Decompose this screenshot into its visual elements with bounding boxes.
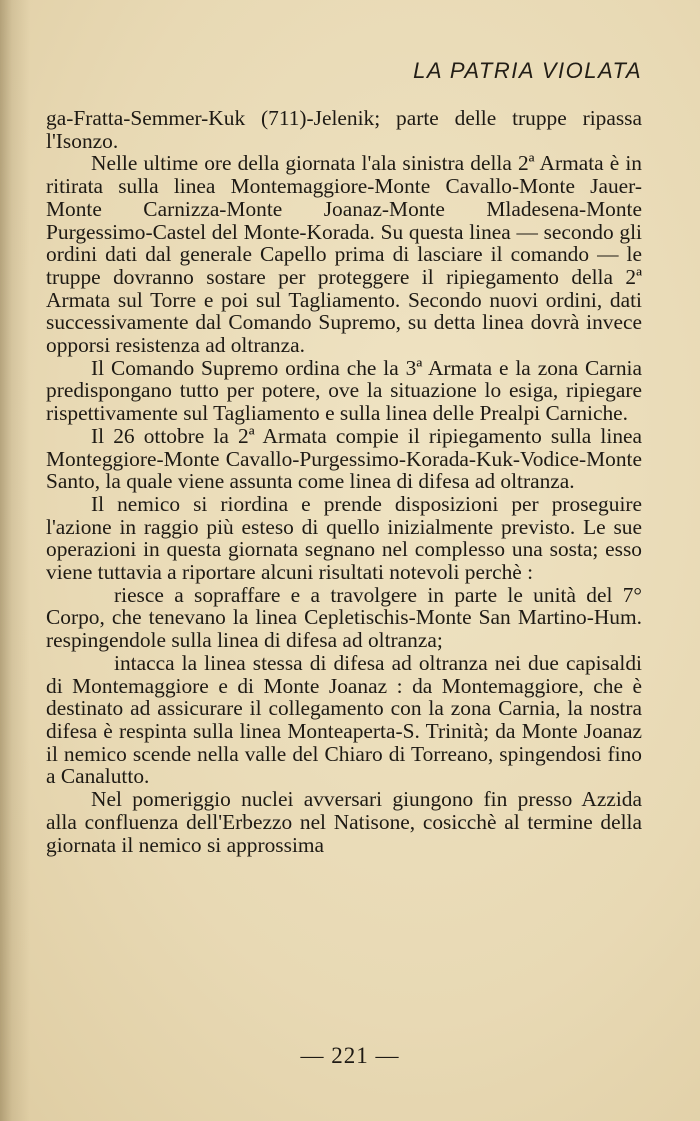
paragraph: ga-Fratta-Semmer-Kuk (711)-Jelenik; parte delle truppe ripassa l'Isonzo. [46,106,642,153]
running-title: LA PATRIA VIOLATA [413,58,642,83]
paragraph: Nelle ultime ore della giornata l'ala sinistra della 2ª Armata è in ritirata sulla linea Montemaggiore-Monte Cavallo-Monte Jauer-Monte Carnizza-Monte Joanaz-Monte Mladesena-Monte Purgessimo-Castel del Monte-Korada. Su questa linea — secondo gli ordini dati dal generale Capello prima di lasciare il comando — le truppe dovranno sostare per proteggere il ripiegamento della 2ª Armata sul Torre e poi sul Tagliamento. Secondo nuovi ordini, dati successivamente dal Comando Supremo, su detta linea dovrà invece opporsi resistenza ad oltranza. [46,151,642,358]
body-text [46,107,642,856]
paragraph: Nel pomeriggio nuclei avversari giungono fin presso Azzida alla confluenza dell'Erbezzo nel Natisone, cosicchè al termine della giornata il nemico si approssima [46,787,642,857]
list-paragraph: riesce a sopraffare e a travolgere in parte le unità del 7° Corpo, che tenevano la linea Cepletischis-Monte San Martino-Hum. respingendole sulla linea di difesa ad oltranza; [46,582,642,653]
paragraph: Il Comando Supremo ordina che la 3ª Armata e la zona Carnia predispongano tutto per potere, ove la situazione lo esiga, ripiegare rispettivamente sul Tagliamento e sulla linea delle Prealpi Carniche. [46,355,642,426]
paragraph: Il nemico si riordina e prende disposizioni per proseguire l'azione in raggio più esteso di quello inizialmente previsto. Le sue operazioni in questa giornata segnano nel complesso una sosta; esso viene tuttavia a riportare alcuni risultati notevoli perchè : [46,491,642,585]
paragraph: Il 26 ottobre la 2ª Armata compie il ripiegamento sulla linea Monteggiore-Monte Cavallo-Purgessimo-Korada-Kuk-Vodice-Monte Santo, la quale viene assunta come linea di difesa ad oltranza. [46,423,642,494]
page-number: — 221 — [300,1043,400,1068]
list-paragraph: intacca la linea stessa di difesa ad oltranza nei due capisaldi di Montemaggiore e di Monte Joanaz : da Montemaggiore, che è destinato ad assicurare il collegamento con la zona Carnia, la nostra difesa è respinta sulla linea Monteaperta-S. Trinità; da Monte Joanaz il nemico scende nella valle del Chiaro di Torreano, spingendosi fino a Canalutto. [46,650,642,789]
